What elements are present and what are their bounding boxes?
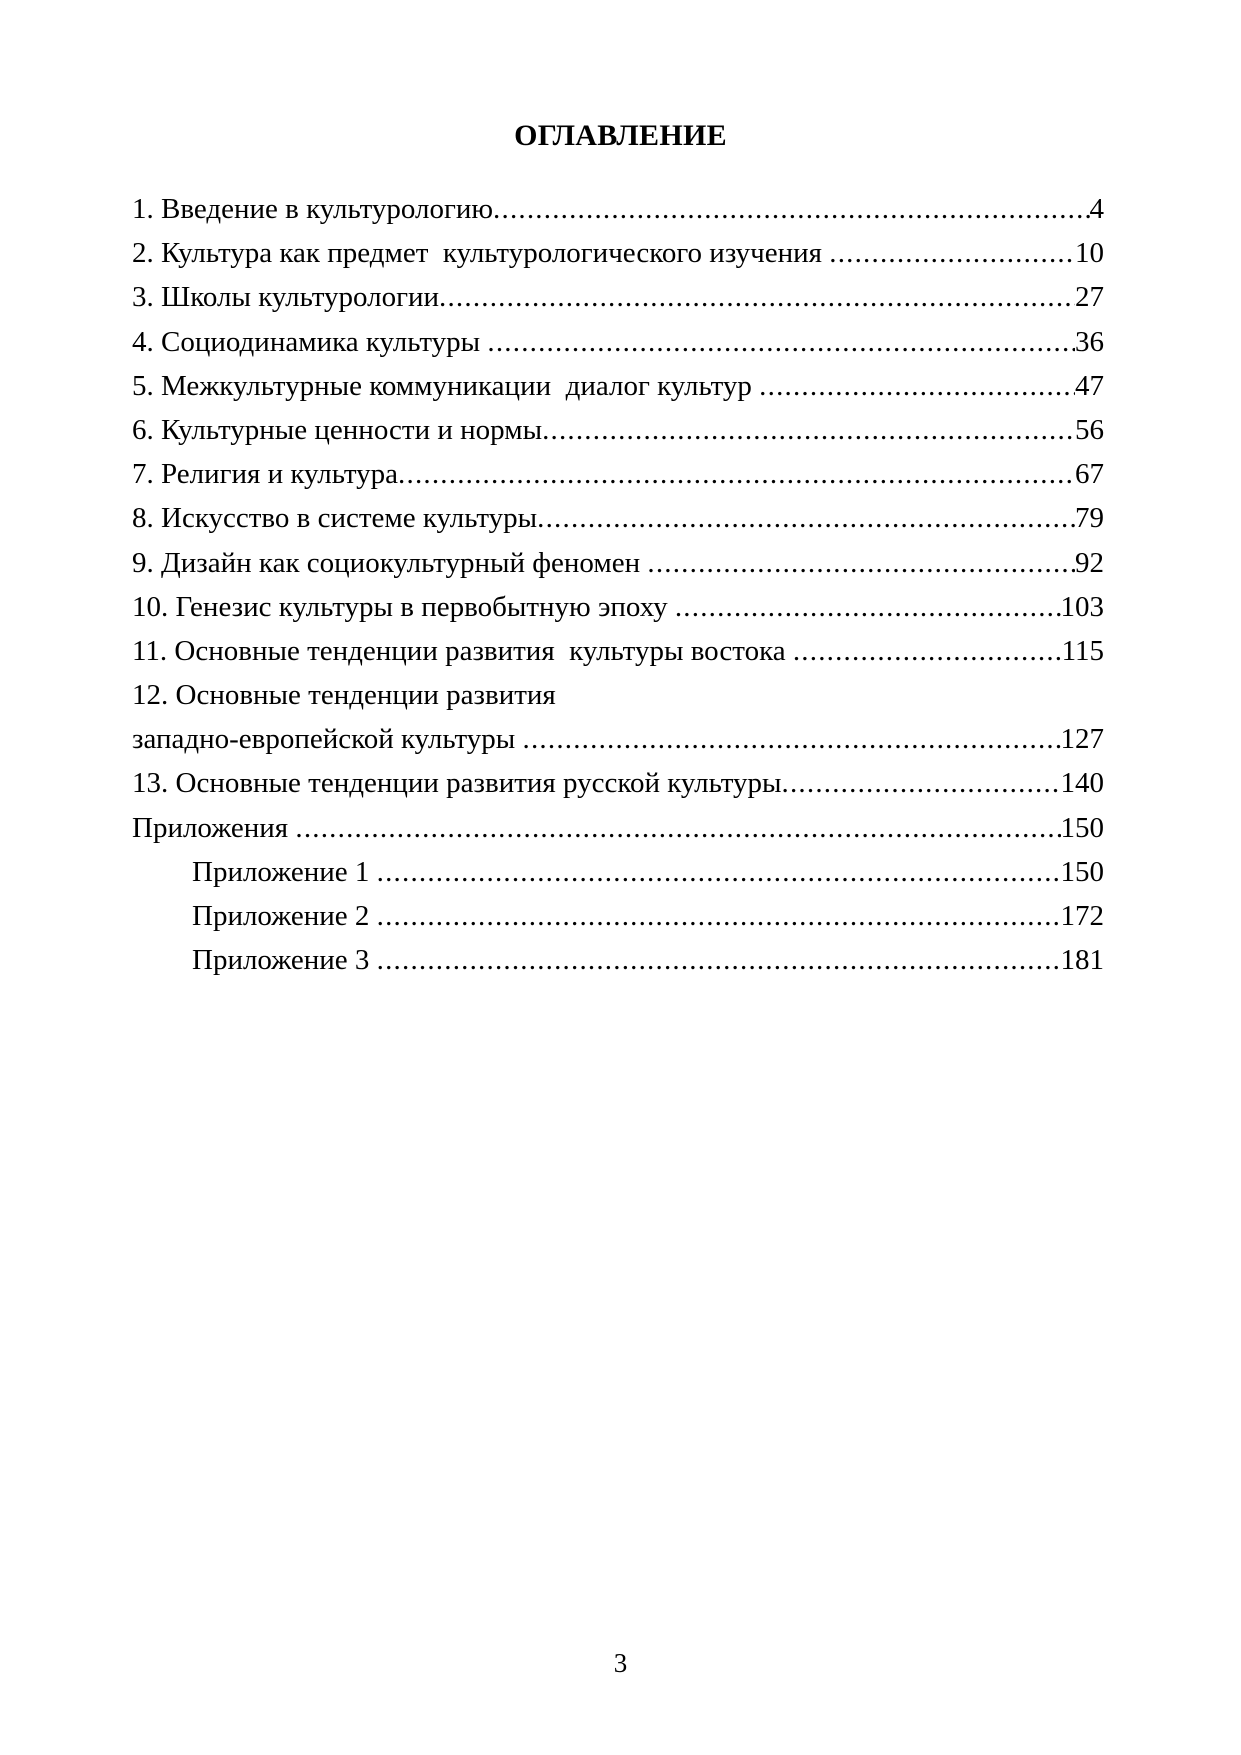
- dot-leader: [377, 850, 1061, 894]
- toc-entry-page: 115: [1061, 634, 1104, 667]
- toc-entry-page: 79: [1075, 502, 1104, 535]
- dot-leader: [829, 231, 1075, 275]
- dot-leader: [782, 761, 1061, 805]
- toc-entry-text: 1. Введение в культурологию: [132, 193, 494, 225]
- toc-entry-7[interactable]: [132, 452, 1104, 496]
- dot-leader: [377, 938, 1061, 982]
- toc-entry-page: 10: [1075, 237, 1104, 270]
- toc-entry-text: 5. Межкультурные коммуникации диалог культур: [132, 369, 760, 402]
- toc-entry-page: 127: [1060, 723, 1104, 756]
- dot-leader: [675, 585, 1061, 629]
- dot-leader: [542, 408, 1075, 452]
- dot-leader: [793, 629, 1062, 673]
- toc-entry-10[interactable]: [132, 585, 1104, 629]
- toc-entry-text: 7. Религия и культура: [132, 458, 399, 491]
- toc-entry-text: Приложение 2: [192, 900, 377, 932]
- dot-leader: [377, 894, 1061, 938]
- toc-entry-page: 172: [1060, 900, 1104, 932]
- dot-leader: [647, 541, 1075, 585]
- toc-entry-text: Приложения: [132, 811, 296, 844]
- toc-entry-text: 8. Искусство в системе культуры: [132, 502, 538, 535]
- dot-leader: [295, 806, 1060, 850]
- dot-leader: [398, 452, 1075, 496]
- toc-entry-text: 6. Культурные ценности и нормы: [132, 413, 543, 446]
- toc-entry-text: 10. Генезис культуры в первобытную эпоху: [132, 590, 675, 623]
- toc-entry-page: 47: [1075, 369, 1104, 402]
- toc-entry-page: 150: [1060, 855, 1104, 888]
- toc-entry-text: 11. Основные тенденции развития культуры востока: [132, 634, 793, 667]
- dot-leader: [487, 320, 1075, 364]
- dot-leader: [493, 187, 1089, 231]
- toc-entry-text: Приложение 1: [192, 855, 377, 888]
- dot-leader: [537, 496, 1075, 540]
- toc-entry-12-continuation[interactable]: [132, 717, 1104, 761]
- toc-entry-appendix-3[interactable]: [132, 938, 1104, 982]
- toc-entry-page: 103: [1060, 590, 1104, 623]
- toc-entry-text: западно-европейской культуры: [132, 723, 523, 756]
- toc-entry-text: 9. Дизайн как социокультурный феномен: [132, 546, 648, 579]
- toc-entry-1[interactable]: [132, 187, 1104, 231]
- toc-entry-text: 13. Основные тенденции развития русской культуры: [132, 767, 782, 800]
- dot-leader: [523, 717, 1061, 761]
- toc-entry-page: 4: [1089, 193, 1104, 225]
- toc-entry-11[interactable]: [132, 629, 1104, 673]
- toc-entry-8[interactable]: [132, 496, 1104, 540]
- dot-leader: [759, 364, 1075, 408]
- toc-entry-appendices[interactable]: [132, 806, 1104, 850]
- toc-entry-page: 27: [1075, 281, 1104, 314]
- page-number: 3: [613, 1648, 628, 1678]
- table-of-contents: [132, 187, 1104, 982]
- toc-entry-6[interactable]: [132, 408, 1104, 452]
- toc-entry-2[interactable]: [132, 231, 1104, 275]
- toc-entry-text: 2. Культура как предмет культурологического изучения: [132, 237, 830, 270]
- toc-entry-12[interactable]: [132, 673, 1104, 717]
- toc-entry-text: Приложение 3: [192, 944, 377, 977]
- toc-entry-13[interactable]: [132, 761, 1104, 805]
- toc-entry-page: 56: [1075, 413, 1104, 446]
- toc-entry-page: 67: [1075, 458, 1104, 491]
- dot-leader: [439, 275, 1075, 319]
- toc-entry-5[interactable]: [132, 364, 1104, 408]
- toc-entry-page: 140: [1060, 767, 1104, 800]
- toc-entry-text: 3. Школы культурологии: [132, 281, 440, 314]
- toc-entry-appendix-2[interactable]: [132, 894, 1104, 938]
- page-title: ОГЛАВЛЕНИЕ: [514, 119, 727, 152]
- toc-entry-page: 150: [1060, 811, 1104, 844]
- toc-entry-appendix-1[interactable]: [132, 850, 1104, 894]
- toc-entry-4[interactable]: [132, 320, 1104, 364]
- toc-entry-text: 4. Социодинамика культуры: [132, 325, 488, 358]
- toc-entry-3[interactable]: [132, 275, 1104, 319]
- toc-entry-page: 92: [1075, 546, 1104, 579]
- toc-entry-text: 12. Основные тенденции развития: [132, 679, 556, 712]
- toc-entry-page: 36: [1075, 325, 1104, 358]
- toc-entry-9[interactable]: [132, 541, 1104, 585]
- toc-entry-page: 181: [1060, 944, 1104, 977]
